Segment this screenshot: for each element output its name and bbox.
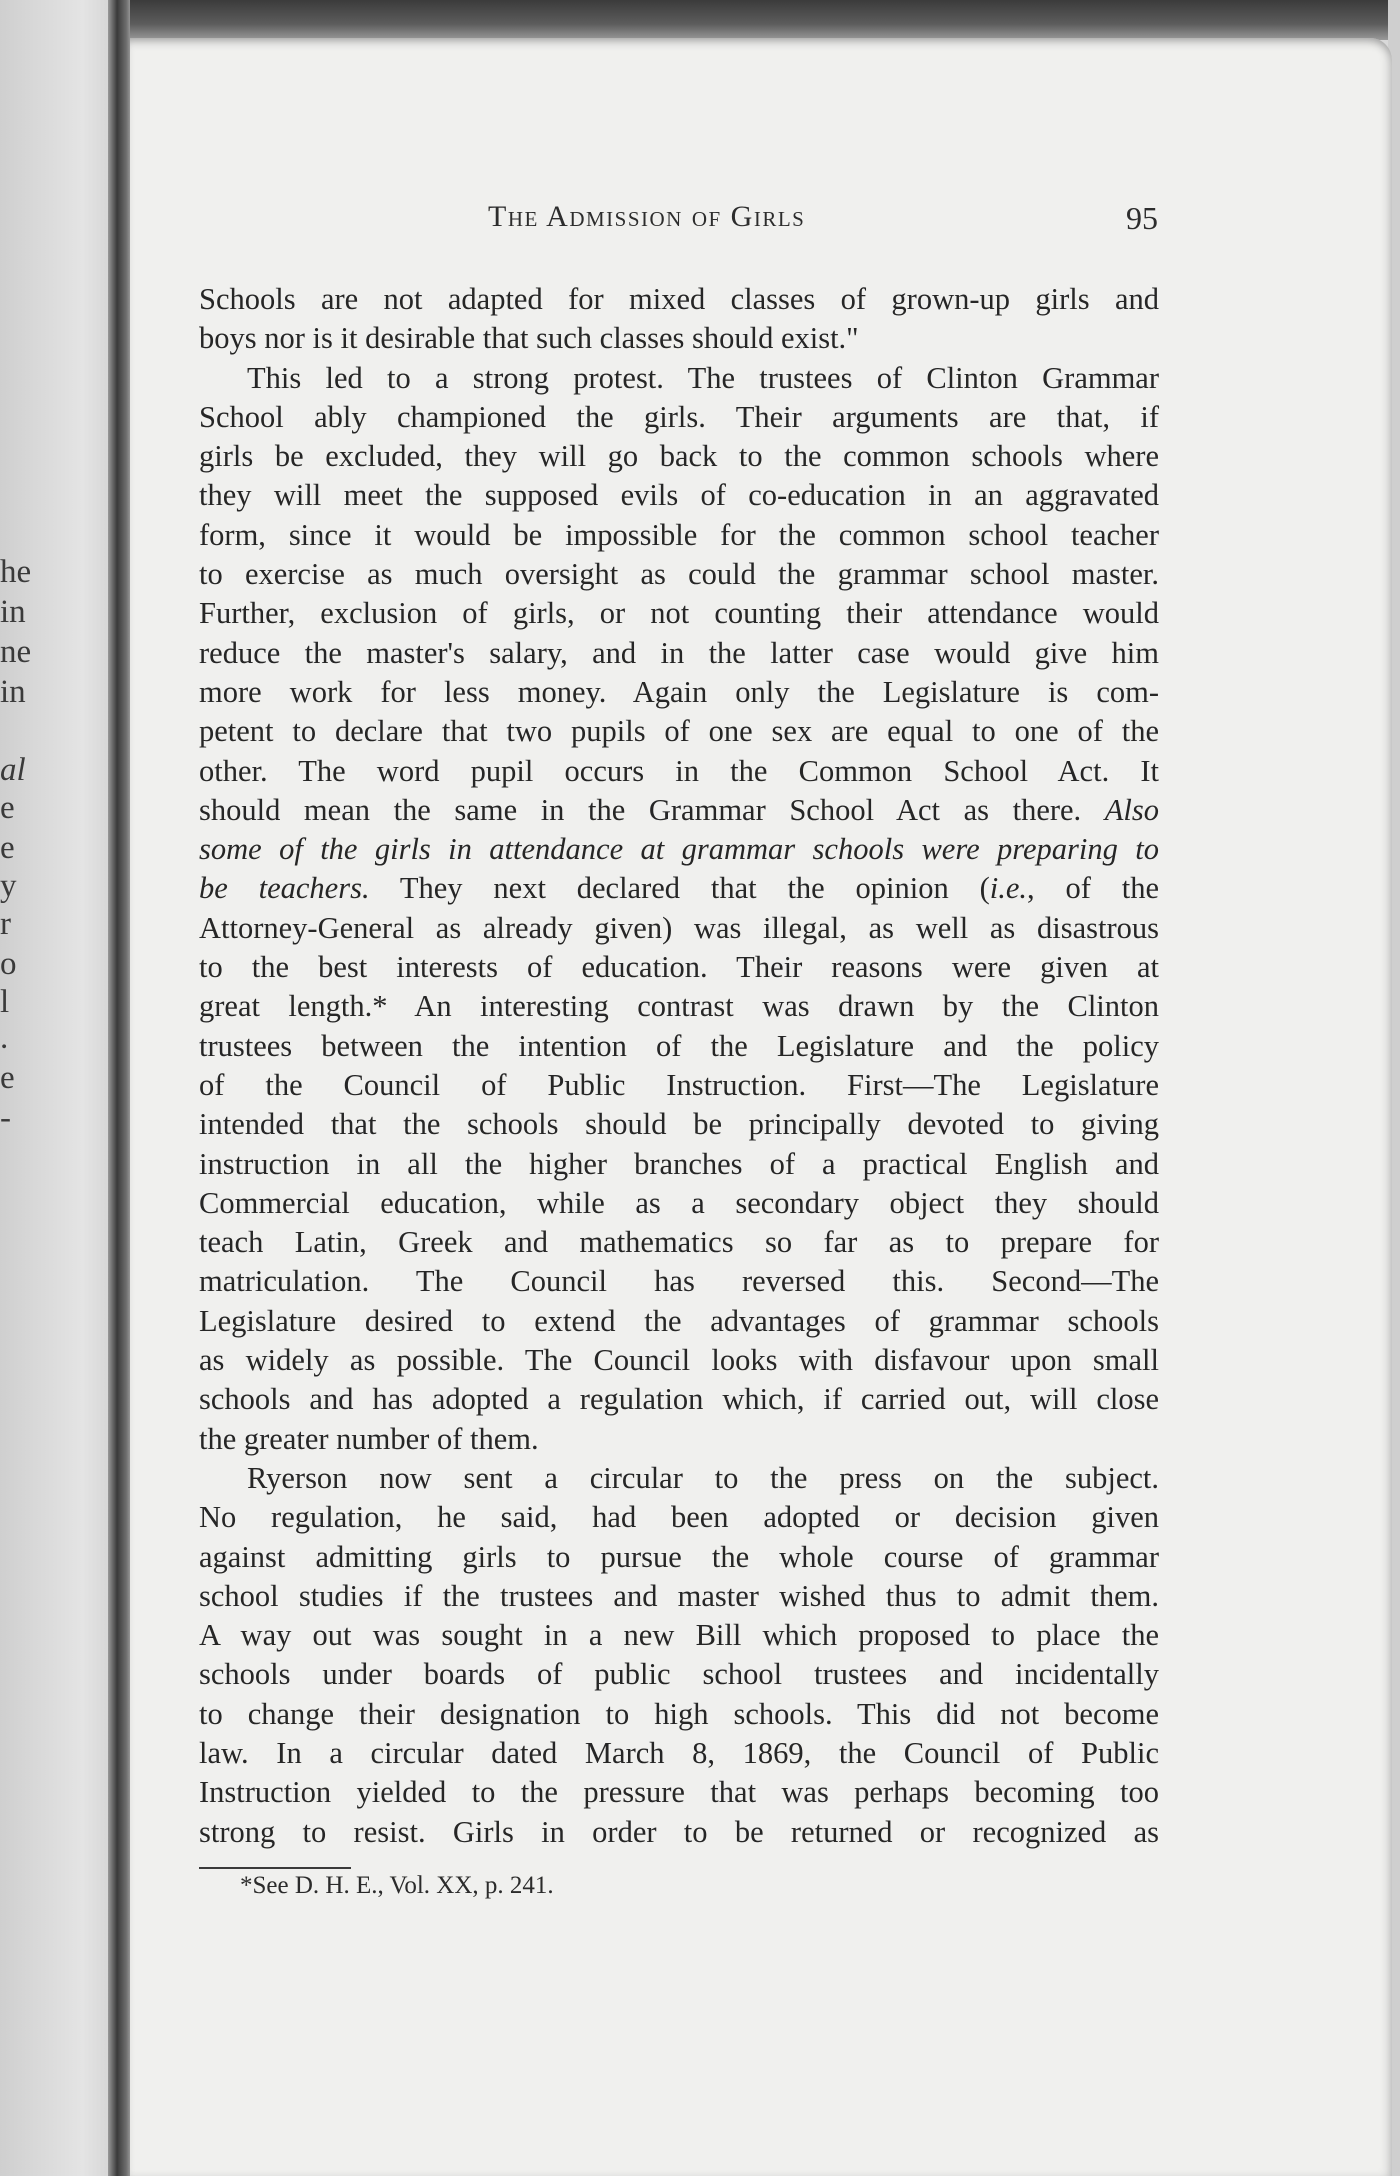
text-line: boys nor is it desirable that such classes should exist." bbox=[199, 321, 859, 356]
running-head: The Admission of Girls bbox=[488, 200, 806, 233]
text-line: Ryerson now sent a circular to the press on the subject. bbox=[247, 1460, 1159, 1495]
text-line: Commercial education, while as a secondary object they should bbox=[199, 1185, 1159, 1220]
text-line: as widely as possible. The Council looks with disfavour upon small bbox=[199, 1343, 1159, 1378]
text-line: petent to declare that two pupils of one sex are equal to one of the bbox=[199, 714, 1159, 749]
footnote-rule bbox=[199, 1867, 351, 1869]
facing-page-fragment: . bbox=[0, 1020, 9, 1056]
text-line: instruction in all the higher branches of a practical English and bbox=[199, 1146, 1159, 1181]
text-line: other. The word pupil occurs in the Common School Act. It bbox=[199, 753, 1159, 788]
facing-page-fragment: he bbox=[0, 554, 32, 590]
text-line: schools under boards of public school trustees and incidentally bbox=[199, 1657, 1159, 1692]
facing-page-fragment: e bbox=[0, 830, 15, 866]
text-line: No regulation, he said, had been adopted or decision given bbox=[199, 1500, 1159, 1535]
page-top-shadow bbox=[130, 0, 1392, 40]
facing-page-fragment: in bbox=[0, 594, 26, 630]
text-line: some of the girls in attendance at grammar schools were preparing to bbox=[199, 832, 1159, 867]
text-line: form, since it would be impossible for the common school teacher bbox=[199, 517, 1159, 552]
text-line: strong to resist. Girls in order to be returned or recognized as bbox=[199, 1814, 1159, 1849]
text-line: law. In a circular dated March 8, 1869, the Council of Public bbox=[199, 1735, 1159, 1770]
text-segment: They next declared that the opinion ( bbox=[399, 871, 990, 906]
facing-page-fragment: ne bbox=[0, 634, 32, 670]
text-line: the greater number of them. bbox=[199, 1421, 539, 1456]
body-text bbox=[199, 280, 1159, 1852]
text-line: Instruction yielded to the pressure that was perhaps becoming too bbox=[199, 1775, 1159, 1810]
text-line: Further, exclusion of girls, or not counting their attendance would bbox=[199, 596, 1159, 631]
facing-page-fragment: y bbox=[0, 868, 17, 904]
text-line bbox=[199, 791, 1159, 830]
facing-page-edge bbox=[0, 0, 118, 2176]
text-line: Attorney-General as already given) was illegal, as well as disastrous bbox=[199, 910, 1159, 945]
footnote: *See D. H. E., Vol. XX, p. 241. bbox=[240, 1872, 554, 1899]
text-line: intended that the schools should be principally devoted to giving bbox=[199, 1107, 1159, 1142]
text-line: trustees between the intention of the Legislature and the policy bbox=[199, 1028, 1159, 1063]
text-line: teach Latin, Greek and mathematics so far as to prepare for bbox=[199, 1225, 1159, 1260]
text-line: This led to a strong protest. The trustees of Clinton Grammar bbox=[247, 360, 1159, 395]
facing-page-fragment: e bbox=[0, 1060, 15, 1096]
text-line: great length.* An interesting contrast was drawn by the Clinton bbox=[199, 989, 1159, 1024]
text-line bbox=[199, 869, 1159, 908]
page-number: 95 bbox=[1126, 200, 1158, 236]
text-line: matriculation. The Council has reversed this. Second—The bbox=[199, 1264, 1159, 1299]
text-line: reduce the master's salary, and in the latter case would give him bbox=[199, 635, 1159, 670]
text-line: to exercise as much oversight as could the grammar school master. bbox=[199, 557, 1159, 592]
italic-text: Also bbox=[1104, 792, 1159, 827]
facing-page-fragment: al bbox=[0, 752, 26, 788]
text-line: A way out was sought in a new Bill which proposed to place the bbox=[199, 1618, 1159, 1653]
text-line: girls be excluded, they will go back to the common schools where bbox=[199, 439, 1159, 474]
text-line: to change their designation to high schools. This did not become bbox=[199, 1696, 1159, 1731]
text-line: they will meet the supposed evils of co-education in an aggravated bbox=[199, 478, 1159, 513]
text-line: of the Council of Public Instruction. First—The Legislature bbox=[199, 1067, 1159, 1102]
text-segment: , of the bbox=[1027, 871, 1160, 906]
text-line: School ably championed the girls. Their arguments are that, if bbox=[199, 399, 1159, 434]
text-line: Schools are not adapted for mixed classes of grown-up girls and bbox=[199, 282, 1159, 316]
facing-page-fragment: e bbox=[0, 790, 15, 826]
text-line: against admitting girls to pursue the whole course of grammar bbox=[199, 1539, 1159, 1574]
facing-page-fragment: l bbox=[0, 984, 10, 1020]
text-line: Legislature desired to extend the advantages of grammar schools bbox=[199, 1303, 1159, 1338]
text-line: to the best interests of education. Their reasons were given at bbox=[199, 950, 1159, 985]
facing-page-fragment: r bbox=[0, 906, 11, 942]
facing-page-fragment: o bbox=[0, 946, 17, 982]
text-line: school studies if the trustees and master wished thus to admit them. bbox=[199, 1578, 1159, 1613]
text-line: more work for less money. Again only the Legislature is com- bbox=[199, 674, 1159, 709]
facing-page-fragment: - bbox=[0, 1100, 11, 1136]
text-line: schools and has adopted a regulation which, if carried out, will close bbox=[199, 1382, 1159, 1417]
facing-page-fragment: in bbox=[0, 674, 26, 710]
italic-text: be teachers. bbox=[199, 871, 370, 906]
italic-text: i.e. bbox=[989, 871, 1028, 906]
text-segment: should mean the same in the Grammar School Act as there. bbox=[199, 792, 1082, 827]
